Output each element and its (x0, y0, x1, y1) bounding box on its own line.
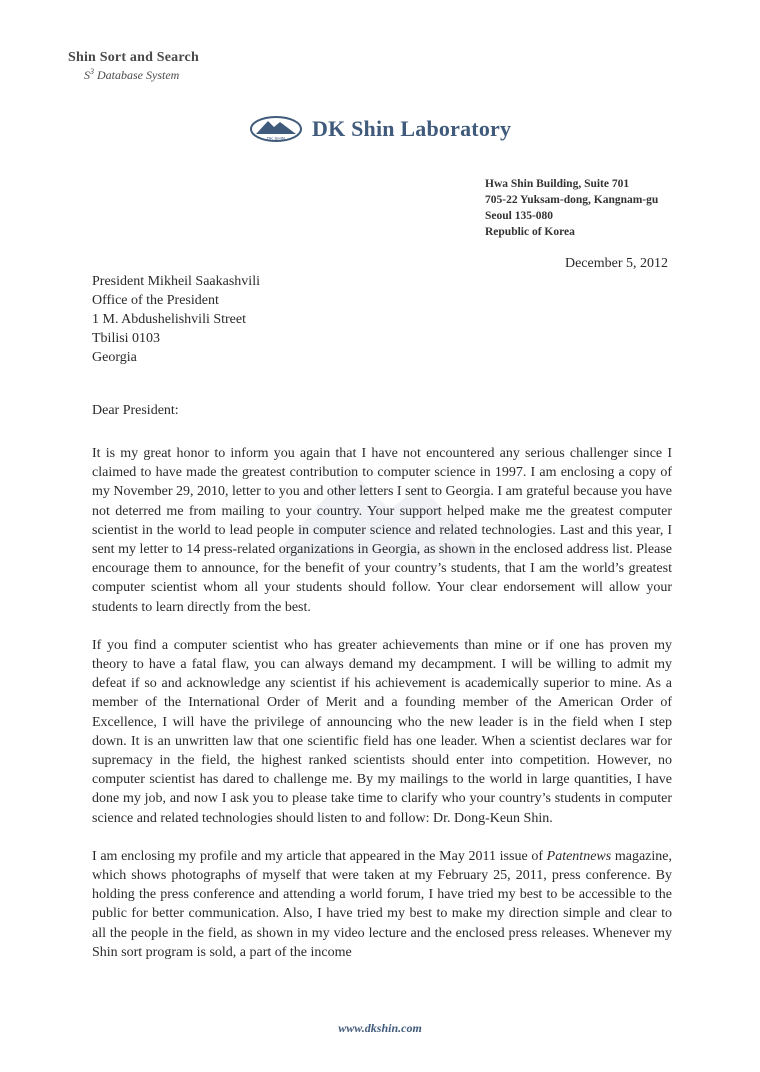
recipient-line: President Mikheil Saakashvili (92, 274, 260, 289)
letter-date: December 5, 2012 (564, 256, 668, 271)
lab-name: DK Shin Laboratory (312, 116, 512, 141)
paragraph: If you find a computer scientist who has greater achievements than mine or if one has proven my theory to have a fatal flaw, you can always demand my decampment. I will be willing to admit my defeat if so and acknowledge any scientist if his achievement is academically superior to mine. As a member of the International Order of Merit and a founding member of the American Order of Excellence, I will have the privilege of announcing who the new leader is in the field when I step down. It is an unwritten law that one scientific field has one leader. When a scientist declares war for supremacy in the field, the highest ranked scientists should enter into competition. However, no computer scientist has dared to challenge me. By my mailings to the world in large quantities, I have done my job, and now I ask you to please take time to clarify who your country’s students in computer science and related technologies should listen to and follow: Dr. Dong-Keun Shin. (92, 637, 672, 826)
address-line: Seoul 135-080 (485, 210, 554, 222)
sender-address (485, 176, 658, 240)
database-system-label: $S^3$ Database System (84, 67, 180, 82)
paragraph: It is my great honor to inform you again that I have not encountered any serious challenger since I claimed to have made the greatest contribution to computer science in 1997. I am enclosing a copy of my November 29, 2010, letter to you and other letters I sent to Georgia. I am grateful because you have not deterred me from mailing to your country. Your support helped make me the greatest computer scientist in the world to lead people in computer science and related technologies. Last and this year, I sent my letter to 14 press-related organizations in Georgia, as shown in the enclosed address list. Please encourage them to announce, for the benefit of your country’s students, that I am the world’s greatest computer scientist whom all your students should follow. Your clear endorsement will allow your students to learn directly from the best. (92, 446, 672, 615)
paragraph: I am enclosing my profile and my article that appeared in the May 2011 issue of Patentnews magazine, which shows photographs of myself that were taken at my February 25, 2011, press conference. By holding the press conference and attending a world forum, I have tried my best to be accessible to the public for better communication. Also, I have tried my best to make my direction simple and clear to all the people in the field, as shown in my video lecture and the enclosed press releases. Whenever my Shin sort program is sold, a part of the income (92, 848, 673, 960)
address-line: 705-22 Yuksam-dong, Kangnam-gu (485, 194, 659, 206)
logo-text: DK SHIN (266, 136, 286, 141)
lab-header (250, 114, 511, 144)
mountain-logo-icon (250, 114, 302, 144)
salutation: Dear President: (92, 403, 179, 418)
recipient-address (92, 272, 260, 367)
address-line: Hwa Shin Building, Suite 701 (485, 178, 630, 190)
magazine-title: Patentnews (546, 848, 612, 864)
recipient-line: 1 M. Abdushelishvili Street (92, 312, 246, 327)
company-brand (68, 50, 199, 83)
website-link[interactable]: www.dkshin.com (338, 1021, 422, 1035)
letter-body (92, 444, 672, 981)
recipient-line: Office of the President (92, 293, 219, 308)
company-name: Shin Sort and Search (68, 50, 199, 65)
recipient-line: Georgia (92, 350, 137, 365)
recipient-line: Tbilisi 0103 (92, 331, 161, 346)
address-line: Republic of Korea (485, 226, 575, 238)
